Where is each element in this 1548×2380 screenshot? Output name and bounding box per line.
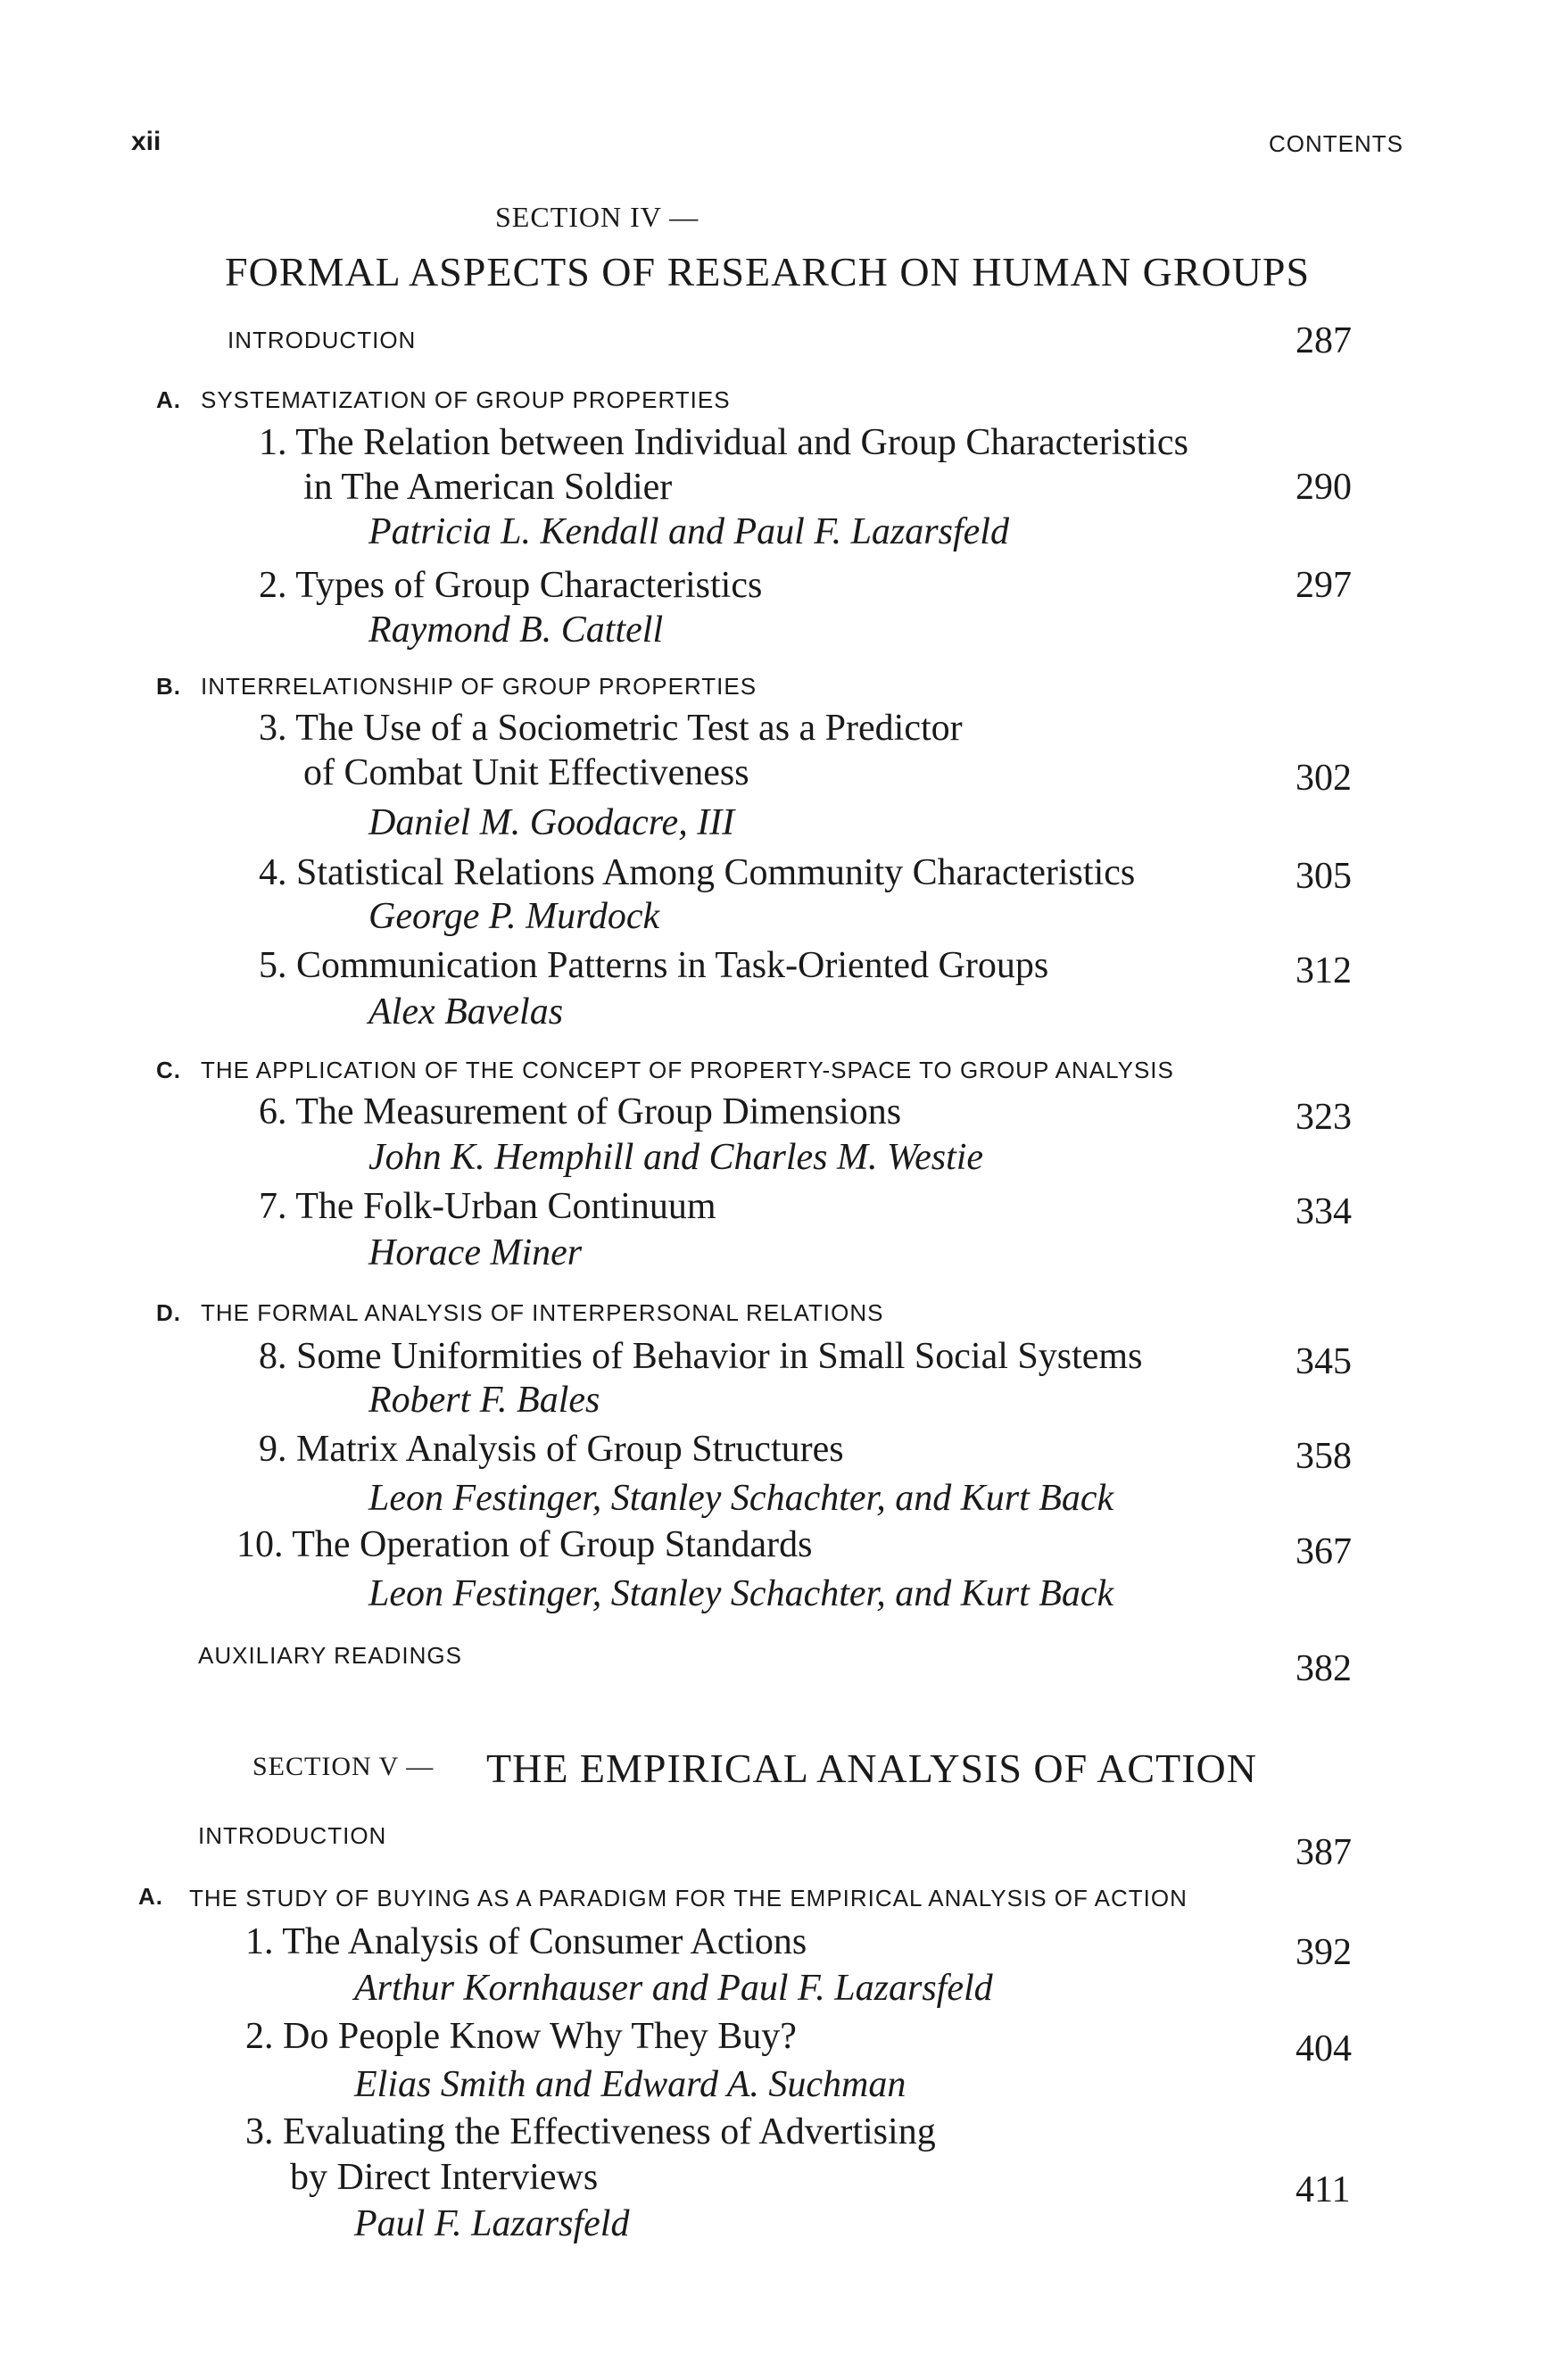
s5-entry3-line1: 3. Evaluating the Effectiveness of Advertising <box>245 2111 936 2152</box>
s5-entry3-page: 411 <box>1296 2169 1351 2210</box>
s4-entry3-author: Daniel M. Goodacre, III <box>368 802 735 843</box>
s4-intro-label: INTRODUCTION <box>228 327 417 353</box>
page-folio: xii <box>131 127 161 156</box>
s4-entry5-title: 5. Communication Patterns in Task-Oriented Groups <box>259 945 1049 986</box>
section-iv-label: SECTION IV — <box>495 201 699 233</box>
s5-a-letter: A. <box>138 1883 163 1910</box>
s4-entry3-page: 302 <box>1296 758 1352 799</box>
s4-entry4-author: George P. Murdock <box>368 896 660 937</box>
s5-intro-label: INTRODUCTION <box>198 1822 387 1849</box>
s5-entry2-author: Elias Smith and Edward A. Suchman <box>354 2064 906 2105</box>
s4-entry10-author: Leon Festinger, Stanley Schachter, and Kurt Back <box>368 1573 1114 1614</box>
s4-entry2-page: 297 <box>1296 565 1352 606</box>
s4-aux-label: AUXILIARY READINGS <box>198 1642 462 1669</box>
s4-entry6-page: 323 <box>1296 1097 1352 1138</box>
s5-intro-page: 387 <box>1296 1832 1352 1873</box>
s4-entry8-title: 8. Some Uniformities of Behavior in Small Social Systems <box>259 1336 1143 1377</box>
s4-entry4-page: 305 <box>1296 856 1352 897</box>
s4-c-heading: THE APPLICATION OF THE CONCEPT OF PROPERTY-SPACE TO GROUP ANALYSIS <box>201 1057 1174 1083</box>
s4-entry8-author: Robert F. Bales <box>368 1380 600 1421</box>
s5-entry2-page: 404 <box>1296 2028 1352 2069</box>
s5-a-heading: THE STUDY OF BUYING AS A PARADIGM FOR THE EMPIRICAL ANALYSIS OF ACTION <box>189 1885 1188 1911</box>
s4-intro-page: 287 <box>1296 320 1352 361</box>
running-head: CONTENTS <box>1269 130 1403 157</box>
s4-entry5-author: Alex Bavelas <box>368 991 564 1032</box>
s4-b-heading: INTERRELATIONSHIP OF GROUP PROPERTIES <box>201 673 757 700</box>
s4-entry2-author: Raymond B. Cattell <box>368 610 664 651</box>
s4-d-heading: THE FORMAL ANALYSIS OF INTERPERSONAL RELATIONS <box>201 1299 884 1326</box>
s4-entry6-title: 6. The Measurement of Group Dimensions <box>259 1091 902 1132</box>
s4-entry1-line1: 1. The Relation between Individual and Group Characteristics <box>259 422 1188 463</box>
s4-entry7-page: 334 <box>1296 1191 1352 1232</box>
s5-entry3-author: Paul F. Lazarsfeld <box>354 2203 630 2244</box>
s4-entry3-line2: of Combat Unit Effectiveness <box>303 752 749 793</box>
s4-aux-page: 382 <box>1296 1648 1352 1689</box>
s5-entry1-author: Arthur Kornhauser and Paul F. Lazarsfeld <box>354 1968 993 2009</box>
s5-entry3-line2: by Direct Interviews <box>290 2157 599 2198</box>
s4-d-letter: D. <box>156 1299 181 1326</box>
s4-entry7-title: 7. The Folk-Urban Continuum <box>259 1186 716 1227</box>
s5-entry1-page: 392 <box>1296 1932 1352 1973</box>
s4-a-heading: SYSTEMATIZATION OF GROUP PROPERTIES <box>201 386 731 413</box>
s4-entry6-author: John K. Hemphill and Charles M. Westie <box>368 1137 984 1178</box>
s4-entry7-author: Horace Miner <box>368 1232 583 1273</box>
s4-entry1-line2: in The American Soldier <box>303 467 673 508</box>
s5-entry1-title: 1. The Analysis of Consumer Actions <box>245 1921 807 1962</box>
s4-entry9-page: 358 <box>1296 1436 1352 1477</box>
s4-entry10-page: 367 <box>1296 1531 1352 1572</box>
s4-entry2-title: 2. Types of Group Characteristics <box>259 565 763 606</box>
s4-entry4-title: 4. Statistical Relations Among Community Characteristics <box>259 852 1136 893</box>
s4-entry9-author: Leon Festinger, Stanley Schachter, and Kurt Back <box>368 1478 1114 1519</box>
s4-entry10-title: 10. The Operation of Group Standards <box>236 1524 813 1565</box>
s4-entry3-line1: 3. The Use of a Sociometric Test as a Predictor <box>259 708 963 749</box>
s4-a-letter: A. <box>156 386 181 413</box>
s5-entry2-title: 2. Do People Know Why They Buy? <box>245 2016 797 2057</box>
section-v-title: THE EMPIRICAL ANALYSIS OF ACTION <box>486 1746 1257 1791</box>
s4-b-letter: B. <box>156 673 181 700</box>
s4-entry9-title: 9. Matrix Analysis of Group Structures <box>259 1429 844 1470</box>
s4-entry1-author: Patricia L. Kendall and Paul F. Lazarsfeld <box>368 511 1009 552</box>
s4-entry5-page: 312 <box>1296 950 1352 991</box>
s4-entry8-page: 345 <box>1296 1341 1352 1382</box>
s4-entry1-page: 290 <box>1296 467 1352 508</box>
section-v-label: SECTION V — <box>252 1752 435 1781</box>
s4-c-letter: C. <box>156 1057 181 1083</box>
section-iv-title: FORMAL ASPECTS OF RESEARCH ON HUMAN GROUPS <box>225 249 1311 294</box>
